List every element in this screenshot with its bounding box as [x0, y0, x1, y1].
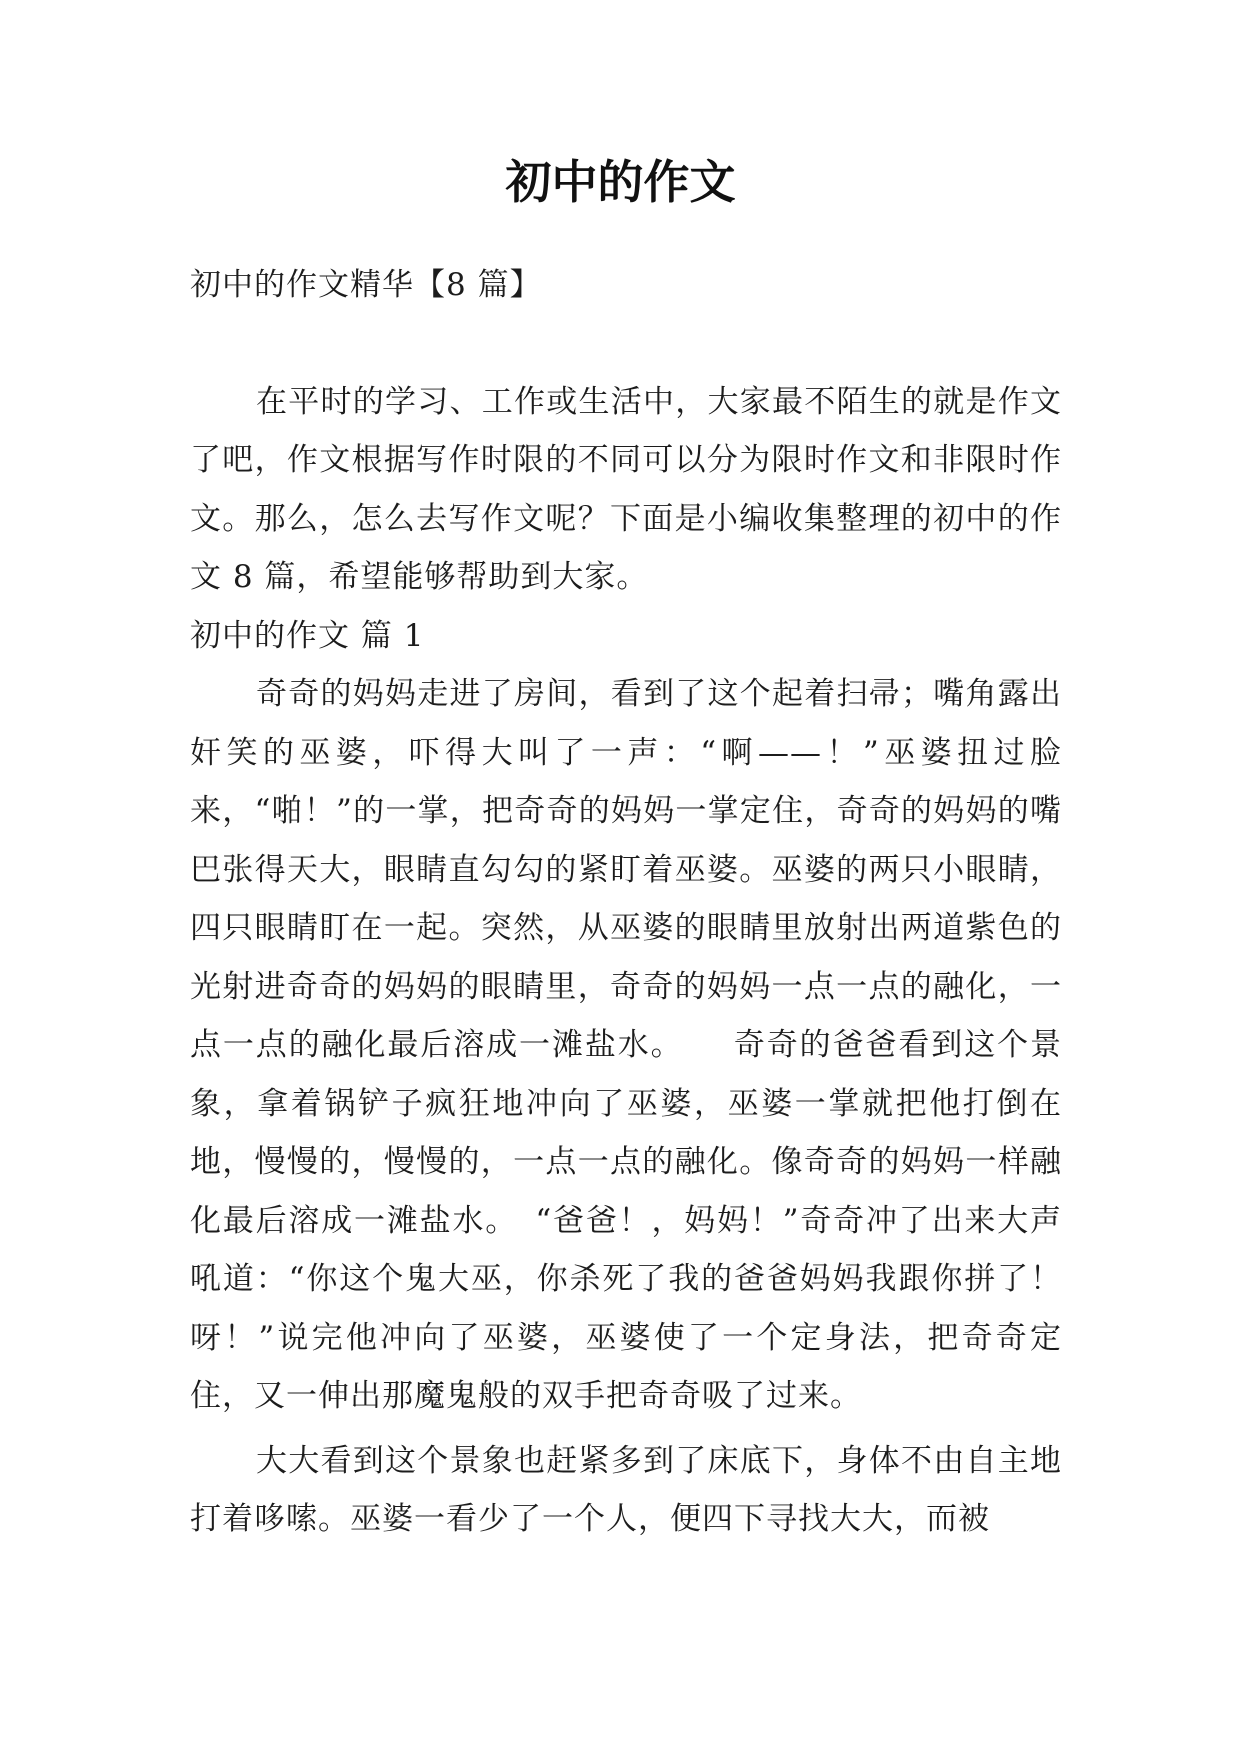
- body-paragraph: 大大看到这个景象也赶紧多到了床底下，身体不由自主地打着哆嗦。巫婆一看少了一个人，便四下寻找大大，而被: [190, 1442, 1062, 1537]
- body-paragraph: 奇奇的妈妈走进了房间，看到了这个起着扫帚；嘴角露出奸笑的巫婆，吓得大叫了一声：“啊——！”巫婆扭过脸来，“啪！”的一掌，把奇奇的妈妈一掌定住，奇奇的妈妈的嘴巴张得天大，眼睛直勾勾的紧盯着巫婆。巫婆的两只小眼睛，四只眼睛盯在一起。突然，从巫婆的眼睛里放射出两道紫色的光射进奇奇的妈妈的眼睛里，奇奇的妈妈一点一点的融化，一点一点的融化最后溶成一滩盐水。 奇奇的爸爸看到这个景象，拿着锅铲子疯狂地冲向了巫婆，巫婆一掌就把他打倒在地，慢慢的，慢慢的，一点一点的融化。像奇奇的妈妈一样融化最后溶成一滩盐水。 “爸爸！，妈妈！”奇奇冲了出来大声吼道：“你这个鬼大巫，你杀死了我的爸爸妈妈我跟你拼了！呀！”说完他冲向了巫婆，巫婆使了一个定身法，把奇奇定住，又一伸出那魔鬼般的双手把奇奇吸了过来。: [190, 676, 1062, 1414]
- intro-paragraph: 在平时的学习、工作或生活中，大家最不陌生的就是作文了吧，作文根据写作时限的不同可以分为限时作文和非限时作文。那么，怎么去写作文呢？下面是小编收集整理的初中的作文 8 篇，希望能够帮助到大家。: [190, 383, 1062, 595]
- document-subtitle: 初中的作文精华【8 篇】: [190, 267, 542, 303]
- document-title: 初中的作文: [505, 155, 736, 209]
- document-body: [190, 256, 1062, 1549]
- section-heading: 初中的作文 篇 1: [190, 617, 425, 654]
